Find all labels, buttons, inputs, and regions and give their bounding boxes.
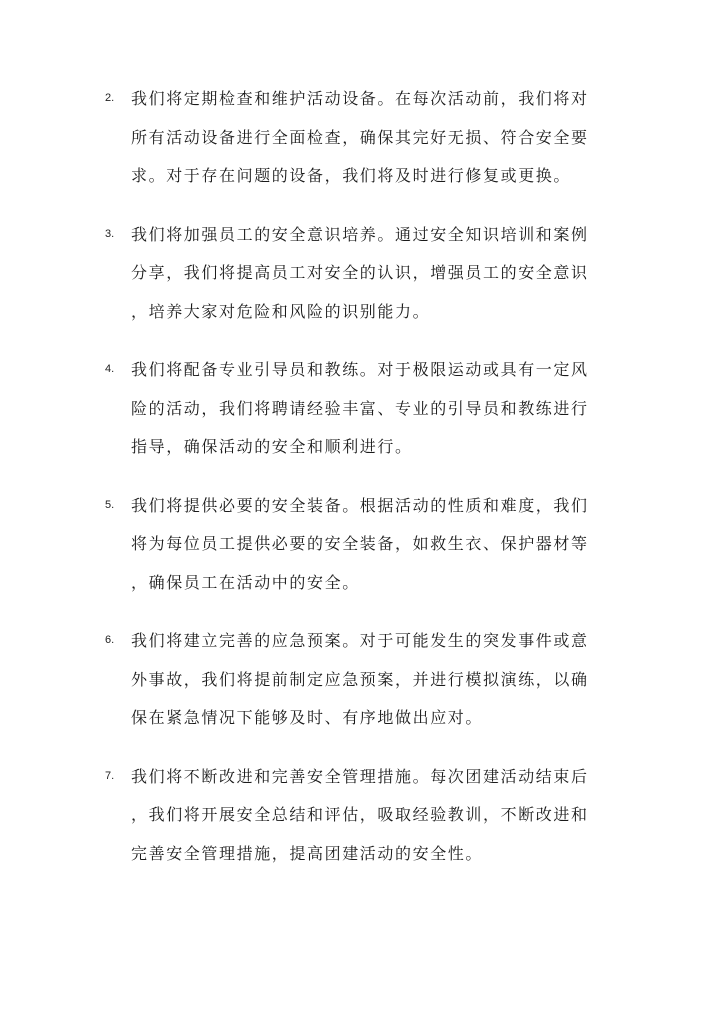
list-item-line: 我们将不断改进和完善安全管理措施。每次团建活动结束后 (131, 766, 589, 786)
list-item-number: 4. (105, 363, 115, 375)
list-item-line: ，我们将开展安全总结和评估，吸取经验教训，不断改进和 (131, 805, 589, 824)
list-item-line: ，培养大家对危险和风险的识别能力。 (131, 301, 431, 321)
list-item-line: ，确保员工在活动中的安全。 (131, 572, 360, 592)
list-item (105, 758, 625, 874)
list-item-line: 我们将提供必要的安全装备。根据活动的性质和难度，我们 (131, 495, 589, 515)
list-item-number: 3. (105, 227, 115, 240)
list-item (105, 487, 625, 603)
list-item (105, 351, 625, 467)
list-item-line: 外事故，我们将提前制定应急预案，并进行模拟演练，以确 (131, 669, 589, 689)
list-item-number: 6. (105, 634, 115, 646)
list-item (105, 216, 625, 332)
list-item-number: 5. (105, 498, 115, 511)
list-item-line: 保在紧急情况下能够及时、有序地做出应对。 (131, 708, 484, 727)
list-item-line: 将为每位员工提供必要的安全装备，如救生衣、保护器材等 (131, 534, 589, 553)
list-item-line: 指导，确保活动的安全和顺利进行。 (131, 437, 413, 456)
list-item-line: 所有活动设备进行全面检查，确保其完好无损、符合安全要 (131, 127, 589, 147)
list-item (105, 622, 625, 738)
list-item (105, 80, 625, 196)
numbered-list (105, 80, 625, 893)
list-item-line: 我们将建立完善的应急预案。对于可能发生的突发事件或意 (131, 631, 589, 650)
list-item-line: 我们将加强员工的安全意识培养。通过安全知识培训和案例 (131, 224, 589, 244)
list-item-line: 险的活动，我们将聘请经验丰富、专业的引导员和教练进行 (131, 398, 589, 418)
list-item-line: 求。对于存在问题的设备，我们将及时进行修复或更换。 (131, 166, 572, 185)
list-item-number: 2. (105, 92, 115, 104)
list-item-line: 分享，我们将提高员工对安全的认识，增强员工的安全意识 (131, 263, 589, 282)
list-item-number: 7. (105, 769, 115, 782)
list-item-line: 完善安全管理措施，提高团建活动的安全性。 (131, 843, 484, 863)
list-item-line: 我们将配备专业引导员和教练。对于极限运动或具有一定风 (131, 360, 589, 379)
list-item-line: 我们将定期检查和维护活动设备。在每次活动前，我们将对 (131, 89, 589, 108)
